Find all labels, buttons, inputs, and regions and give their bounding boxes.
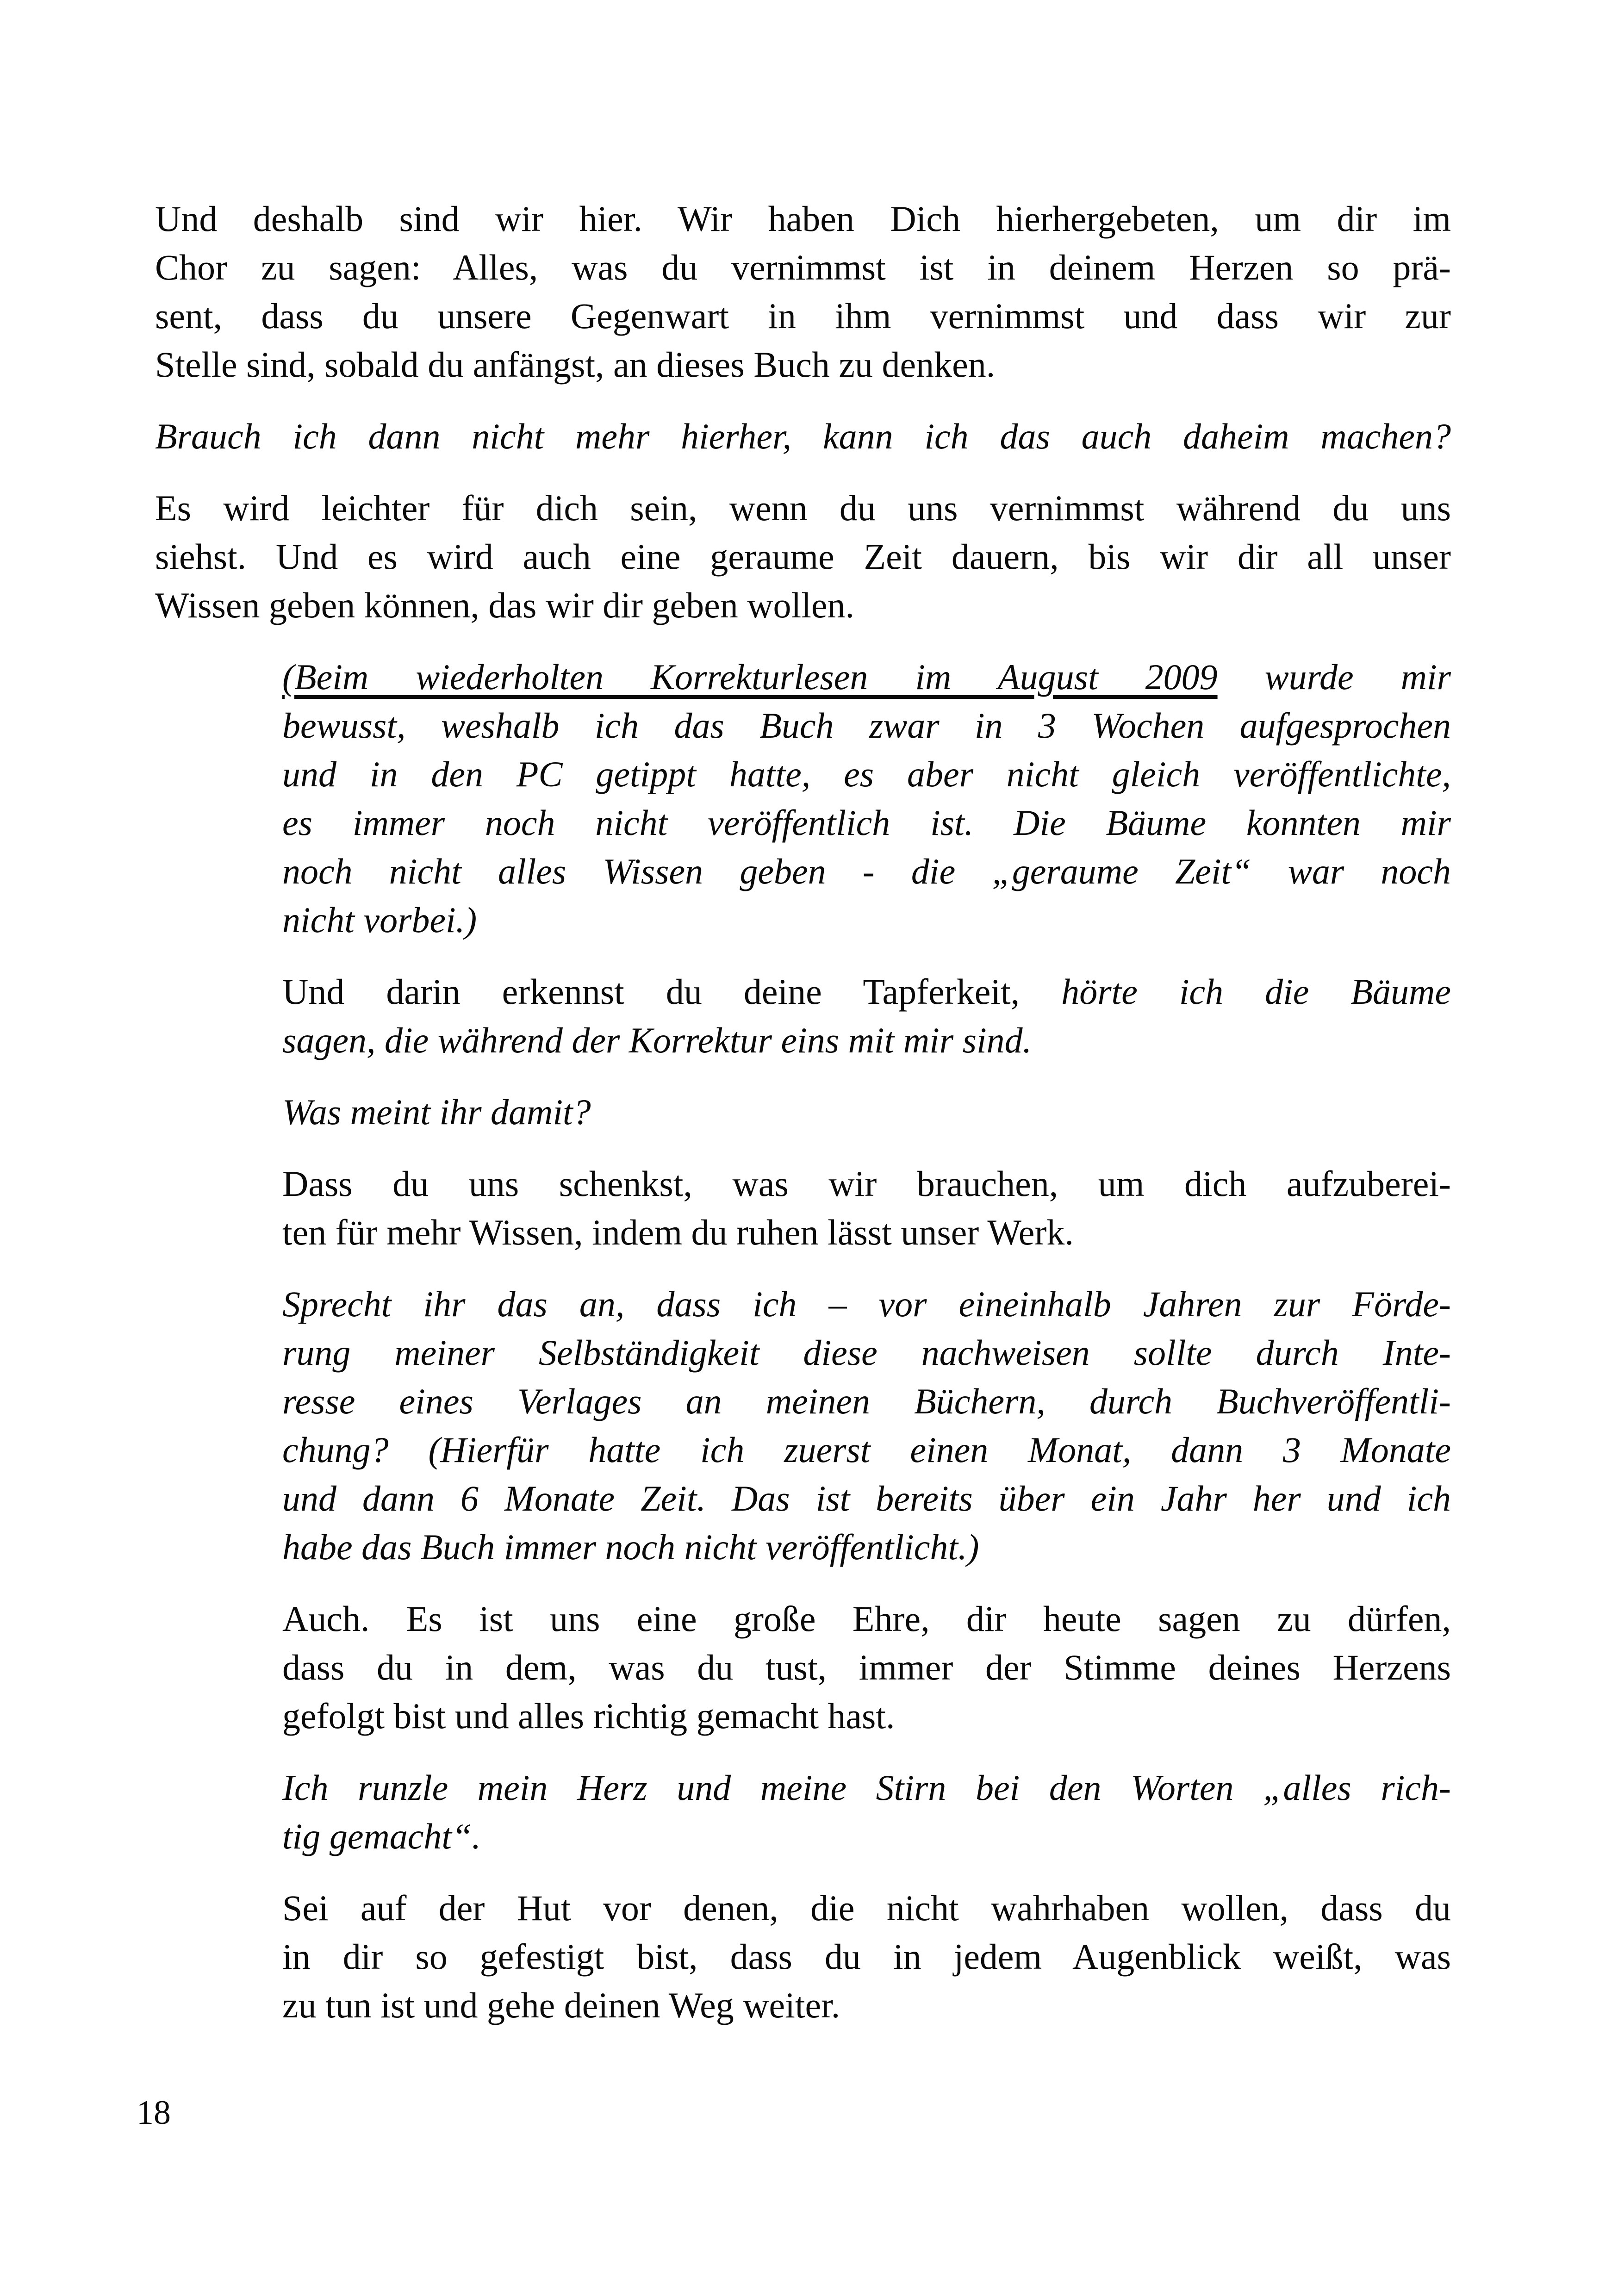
text-line [282, 1981, 1451, 2029]
text-line [282, 1088, 1451, 1136]
text-segment: Auch. Es ist uns eine große Ehre, dir heute sagen zu dürfen, [282, 1599, 1451, 1639]
text-line [155, 292, 1451, 340]
text-segment: Chor zu sagen: Alles, was du vernimmst ist in deinem Herzen so prä- [155, 247, 1451, 287]
text-segment: sent, dass du unsere Gegenwart in ihm vernimmst und dass wir zur [155, 296, 1451, 336]
text-line [155, 194, 1451, 243]
text-line [282, 798, 1451, 847]
text-line [282, 967, 1451, 1016]
text-segment: hörte ich die Bäume [1061, 971, 1451, 1012]
text-segment: und dann 6 Monate Zeit. Das ist bereits über ein Jahr her und ich [282, 1478, 1451, 1518]
text-line [282, 1643, 1451, 1692]
text-segment: Sei auf der Hut vor denen, die nicht wahrhaben wollen, dass du [282, 1888, 1451, 1928]
text-segment: Es wird leichter für dich sein, wenn du uns vernimmst während du uns [155, 488, 1451, 528]
text-segment: bewusst, weshalb ich das Buch zwar in 3 Wochen aufgesprochen [282, 705, 1451, 746]
text-segment: tig gemacht“. [282, 1816, 481, 1856]
text-segment: sagen, die während der Korrektur eins mit mir sind. [282, 1020, 1032, 1060]
text-segment: in dir so gefestigt bist, dass du in jedem Augenblick weißt, was [282, 1936, 1451, 1977]
text-line [155, 243, 1451, 292]
text-line [282, 1812, 1451, 1860]
text-segment: Brauch ich dann nicht mehr hierher, kann ich das auch daheim machen? [155, 416, 1451, 456]
text-line [155, 340, 1451, 389]
text-line [282, 1932, 1451, 1981]
text-segment: wurde mir [1217, 657, 1451, 697]
paragraph [155, 194, 1451, 389]
text-line [282, 1016, 1451, 1064]
text-line [282, 701, 1451, 750]
indented-paragraph [282, 1088, 1451, 1136]
text-segment: gefolgt bist und alles richtig gemacht hast. [282, 1696, 895, 1736]
text-line [282, 1594, 1451, 1643]
text-segment: es immer noch nicht veröffentlich ist. Die Bäume konnten mir [282, 803, 1451, 843]
text-line [282, 653, 1451, 701]
indented-paragraph [282, 967, 1451, 1064]
text-line [282, 1884, 1451, 1932]
text-segment: Dass du uns schenkst, was wir brauchen, um dich aufzuberei- [282, 1164, 1451, 1204]
text-segment: zu tun ist und gehe deinen Weg weiter. [282, 1985, 840, 2025]
text-line [282, 1474, 1451, 1523]
text-line [282, 1328, 1451, 1377]
indented-paragraph [282, 1594, 1451, 1740]
text-line [282, 1523, 1451, 1571]
text-segment: ten für mehr Wissen, indem du ruhen lässt unser Werk. [282, 1212, 1074, 1252]
text-segment: Wissen geben können, das wir dir geben wollen. [155, 585, 854, 625]
indented-paragraph [282, 1159, 1451, 1257]
text-block [155, 194, 1451, 2029]
text-segment: und in den PC getippt hatte, es aber nicht gleich veröffentlichte, [282, 754, 1451, 794]
text-segment: Ich runzle mein Herz und meine Stirn bei den Worten „alles rich- [282, 1767, 1451, 1808]
text-line [155, 532, 1451, 581]
text-segment: nicht vorbei.) [282, 900, 477, 940]
text-line [155, 484, 1451, 532]
text-segment: Sprecht ihr das an, dass ich – vor eineinhalb Jahren zur Förde- [282, 1284, 1451, 1324]
text-segment: chung? (Hierfür hatte ich zuerst einen Monat, dann 3 Monate [282, 1430, 1451, 1470]
page-footer [137, 2087, 1451, 2137]
text-line [282, 1280, 1451, 1328]
text-line [282, 750, 1451, 798]
paragraph [155, 412, 1451, 460]
indented-paragraph [282, 1884, 1451, 2029]
text-segment: noch nicht alles Wissen geben - die „geraume Zeit“ war noch [282, 851, 1451, 891]
text-line [155, 581, 1451, 629]
text-line [282, 847, 1451, 896]
indented-paragraph [282, 1763, 1451, 1860]
underlined-text-segment: (Beim wiederholten Korrekturlesen im August 2009 [282, 657, 1218, 697]
indented-paragraph [282, 653, 1451, 944]
text-line [282, 1425, 1451, 1474]
text-segment: rung meiner Selbständigkeit diese nachweisen sollte durch Inte- [282, 1332, 1451, 1373]
paragraph [155, 484, 1451, 629]
indented-paragraph [282, 1280, 1451, 1571]
text-segment: Was meint ihr damit? [282, 1092, 591, 1132]
text-line [282, 1692, 1451, 1740]
text-segment: Und darin erkennst du deine Tapferkeit, [282, 971, 1062, 1012]
text-segment: dass du in dem, was du tust, immer der Stimme deines Herzens [282, 1647, 1451, 1687]
text-line [155, 412, 1451, 460]
text-line [282, 1763, 1451, 1812]
text-segment: habe das Buch immer noch nicht veröffentlicht.) [282, 1527, 979, 1567]
text-line [282, 896, 1451, 944]
text-segment: siehst. Und es wird auch eine geraume Zeit dauern, bis wir dir all unser [155, 536, 1451, 577]
text-segment: Und deshalb sind wir hier. Wir haben Dich hierhergebeten, um dir im [155, 199, 1451, 239]
page-number: 18 [137, 2094, 171, 2132]
text-line [282, 1208, 1451, 1257]
text-segment: Stelle sind, sobald du anfängst, an dieses Buch zu denken. [155, 344, 996, 385]
text-line [282, 1377, 1451, 1425]
text-line [282, 1159, 1451, 1208]
text-segment: resse eines Verlages an meinen Büchern, durch Buchveröffentli- [282, 1381, 1451, 1421]
